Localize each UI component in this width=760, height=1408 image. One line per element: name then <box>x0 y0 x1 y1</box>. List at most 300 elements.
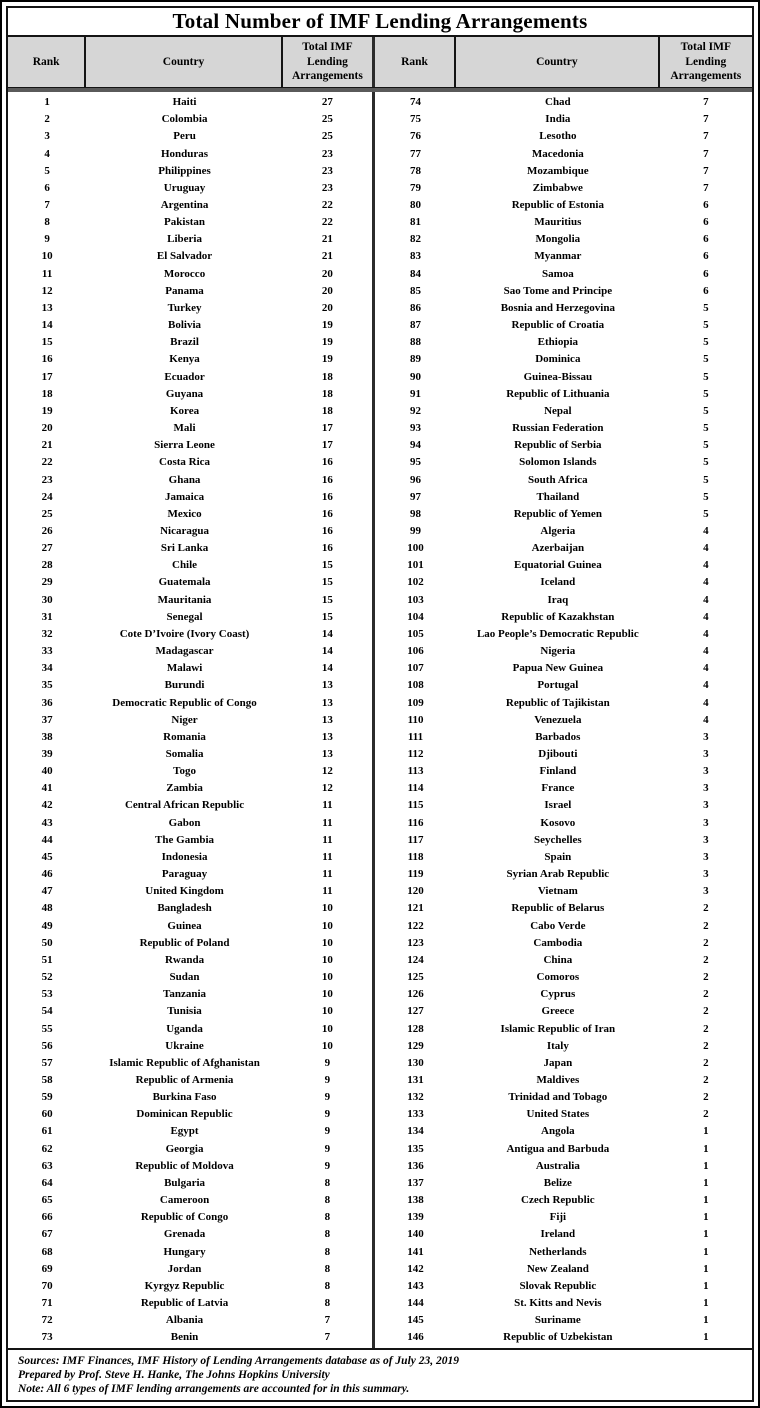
rank-cell: 96 <box>410 473 422 486</box>
total-cell: 4 <box>703 524 709 537</box>
country-cell: Uruguay <box>163 181 206 194</box>
rank-cell: 103 <box>407 593 424 606</box>
total-cell: 8 <box>324 1211 331 1224</box>
country-cell: St. Kitts and Nevis <box>514 1297 602 1310</box>
rank-cell: 72 <box>41 1314 53 1327</box>
table-row <box>8 351 372 368</box>
country-cell: Iceland <box>540 576 576 589</box>
total-cell: 12 <box>321 765 333 778</box>
country-cell: Romania <box>163 730 206 743</box>
rank-cell: 98 <box>410 507 422 520</box>
rank-cell: 99 <box>410 524 422 537</box>
table-row <box>375 1003 752 1020</box>
rank-cell: 54 <box>41 1005 53 1018</box>
rank-cell: 12 <box>41 284 53 297</box>
rank-cell: 43 <box>41 816 53 829</box>
total-cell: 1 <box>703 1314 709 1327</box>
table-row <box>375 111 752 128</box>
table-row <box>375 609 752 626</box>
table-row <box>8 1003 372 1020</box>
rank-cell: 31 <box>41 610 53 623</box>
table-row <box>8 94 372 111</box>
table-row <box>8 797 372 814</box>
table-row <box>8 626 372 643</box>
country-cell: Tanzania <box>163 988 207 1001</box>
total-cell: 16 <box>321 507 333 520</box>
table-header-band <box>8 37 752 88</box>
total-cell: 18 <box>321 387 333 400</box>
table-row <box>375 574 752 591</box>
country-cell: United Kingdom <box>145 885 224 898</box>
rank-cell: 16 <box>41 353 53 366</box>
table-row <box>8 437 372 454</box>
table-row <box>8 918 372 935</box>
country-cell: Republic of Serbia <box>514 439 602 452</box>
total-cell: 11 <box>322 885 333 898</box>
country-cell: Myanmar <box>534 250 582 263</box>
country-cell: The Gambia <box>155 833 215 846</box>
rank-cell: 140 <box>407 1228 424 1241</box>
table-row <box>8 214 372 231</box>
right-table-header <box>375 37 752 87</box>
country-cell: South Africa <box>528 473 588 486</box>
table-row <box>8 369 372 386</box>
country-cell: Republic of Congo <box>140 1211 229 1224</box>
table-row <box>375 334 752 351</box>
total-cell: 2 <box>703 1056 709 1069</box>
rank-cell: 123 <box>407 936 424 949</box>
table-row <box>8 489 372 506</box>
total-cell: 4 <box>703 627 709 640</box>
rank-cell: 35 <box>41 679 53 692</box>
total-cell: 12 <box>321 782 333 795</box>
rank-cell: 69 <box>41 1262 53 1275</box>
rank-cell: 116 <box>407 816 424 829</box>
country-cell: Colombia <box>161 113 208 126</box>
total-cell: 10 <box>321 902 333 915</box>
table-row <box>375 420 752 437</box>
country-cell: Suriname <box>534 1314 581 1327</box>
total-cell: 8 <box>324 1297 331 1310</box>
rank-cell: 114 <box>407 782 424 795</box>
table-row <box>8 1158 372 1175</box>
rank-cell: 77 <box>410 147 422 160</box>
rank-cell: 36 <box>41 696 53 709</box>
total-cell: 1 <box>703 1228 709 1241</box>
country-cell: Republic of Tajikistan <box>505 696 610 709</box>
rank-cell: 132 <box>407 1091 424 1104</box>
rank-cell: 78 <box>410 164 422 177</box>
country-cell: Czech Republic <box>521 1194 595 1207</box>
rank-cell: 113 <box>407 765 424 778</box>
country-cell: Albania <box>165 1314 204 1327</box>
total-cell: 9 <box>324 1142 331 1155</box>
left-header-rank: Rank <box>8 37 86 87</box>
rank-cell: 90 <box>410 370 422 383</box>
table-row <box>375 403 752 420</box>
country-cell: Syrian Arab Republic <box>506 868 610 881</box>
table-row <box>375 1038 752 1055</box>
total-cell: 1 <box>703 1262 709 1275</box>
rank-cell: 2 <box>44 113 50 126</box>
rank-cell: 118 <box>407 850 424 863</box>
country-cell: Senegal <box>166 610 203 623</box>
rank-cell: 83 <box>410 250 422 263</box>
country-cell: Kosovo <box>540 816 576 829</box>
total-cell: 15 <box>321 576 333 589</box>
rank-cell: 104 <box>407 610 424 623</box>
total-cell: 11 <box>322 833 333 846</box>
rank-cell: 50 <box>41 936 53 949</box>
table-row <box>375 248 752 265</box>
table-row <box>375 660 752 677</box>
table-row <box>8 1243 372 1260</box>
rank-cell: 65 <box>41 1194 53 1207</box>
left-header-total: Total IMF Lending Arrangements <box>291 41 363 83</box>
table-row <box>8 1055 372 1072</box>
rank-cell: 79 <box>410 181 422 194</box>
total-cell: 16 <box>321 456 333 469</box>
total-cell: 8 <box>324 1176 331 1189</box>
total-cell: 5 <box>703 507 709 520</box>
table-body-band <box>8 92 752 1348</box>
rank-cell: 141 <box>407 1245 424 1258</box>
country-cell: Burkina Faso <box>152 1091 217 1104</box>
table-row <box>375 797 752 814</box>
table-row <box>375 1295 752 1312</box>
rank-cell: 25 <box>41 507 53 520</box>
country-cell: Antigua and Barbuda <box>506 1142 610 1155</box>
table-row <box>8 334 372 351</box>
country-cell: Honduras <box>161 147 209 160</box>
rank-cell: 109 <box>407 696 424 709</box>
country-cell: Republic of Poland <box>139 936 230 949</box>
country-cell: Pakistan <box>164 216 206 229</box>
total-cell: 18 <box>321 370 333 383</box>
table-row <box>375 1106 752 1123</box>
country-cell: Democratic Republic of Congo <box>112 696 257 709</box>
rank-cell: 70 <box>41 1279 53 1292</box>
table-row <box>375 763 752 780</box>
rank-cell: 67 <box>41 1228 53 1241</box>
country-cell: Thailand <box>536 490 580 503</box>
table-row <box>375 643 752 660</box>
table-row <box>8 832 372 849</box>
country-cell: Finland <box>539 765 577 778</box>
country-cell: Republic of Estonia <box>511 199 604 212</box>
rank-cell: 47 <box>41 885 53 898</box>
total-cell: 9 <box>324 1125 331 1138</box>
country-cell: Zimbabwe <box>532 181 583 194</box>
country-cell: Georgia <box>165 1142 204 1155</box>
total-cell: 23 <box>321 181 333 194</box>
total-cell: 9 <box>324 1091 331 1104</box>
total-cell: 6 <box>703 267 709 280</box>
country-cell: Sao Tome and Principe <box>503 284 613 297</box>
left-table-body <box>8 92 372 1348</box>
rank-cell: 26 <box>41 524 53 537</box>
country-cell: Burundi <box>164 679 205 692</box>
total-cell: 11 <box>322 868 333 881</box>
total-cell: 4 <box>703 593 709 606</box>
table-row <box>375 729 752 746</box>
country-cell: Republic of Kazakhstan <box>501 610 615 623</box>
total-cell: 11 <box>322 850 333 863</box>
table-row <box>8 248 372 265</box>
table-row <box>8 266 372 283</box>
table-row <box>8 969 372 986</box>
country-cell: Kenya <box>169 353 200 366</box>
rank-cell: 59 <box>41 1091 53 1104</box>
rank-cell: 74 <box>410 96 422 109</box>
country-cell: Ukraine <box>165 1039 204 1052</box>
rank-cell: 30 <box>41 593 53 606</box>
country-cell: Ghana <box>168 473 201 486</box>
country-cell: India <box>545 113 571 126</box>
table-row <box>375 317 752 334</box>
total-cell: 1 <box>703 1176 709 1189</box>
table-row <box>8 952 372 969</box>
rank-cell: 20 <box>41 422 53 435</box>
country-cell: Samoa <box>541 267 574 280</box>
country-cell: Italy <box>546 1039 569 1052</box>
total-cell: 2 <box>703 902 709 915</box>
total-cell: 2 <box>703 971 709 984</box>
country-cell: Bolivia <box>168 319 202 332</box>
total-cell: 4 <box>703 713 709 726</box>
country-cell: Dominican Republic <box>136 1108 233 1121</box>
table-row <box>8 1226 372 1243</box>
total-cell: 5 <box>703 301 709 314</box>
total-cell: 20 <box>321 301 333 314</box>
table-row <box>8 403 372 420</box>
table-row <box>375 523 752 540</box>
country-cell: Somalia <box>165 748 204 761</box>
country-cell: Turkey <box>167 301 202 314</box>
rank-cell: 81 <box>410 216 422 229</box>
total-cell: 14 <box>321 627 333 640</box>
rank-cell: 22 <box>41 456 53 469</box>
left-table-header <box>8 37 372 87</box>
country-cell: Solomon Islands <box>519 456 597 469</box>
rank-cell: 130 <box>407 1056 424 1069</box>
total-cell: 13 <box>321 730 333 743</box>
rank-cell: 34 <box>41 662 53 675</box>
table-row <box>375 163 752 180</box>
table-row <box>375 1209 752 1226</box>
rank-cell: 10 <box>41 250 53 263</box>
table-row <box>375 283 752 300</box>
rank-cell: 84 <box>410 267 422 280</box>
rank-cell: 119 <box>407 868 424 881</box>
table-row <box>8 815 372 832</box>
rank-cell: 51 <box>41 953 53 966</box>
table-row <box>8 197 372 214</box>
table-row <box>375 712 752 729</box>
rank-cell: 88 <box>410 336 422 349</box>
country-cell: Kyrgyz Republic <box>144 1279 225 1292</box>
table-sheet <box>6 6 754 1402</box>
total-cell: 25 <box>321 130 333 143</box>
country-cell: Jordan <box>167 1262 202 1275</box>
total-cell: 8 <box>324 1245 331 1258</box>
country-cell: Belize <box>543 1176 572 1189</box>
country-cell: Indonesia <box>161 850 208 863</box>
country-cell: Liberia <box>167 233 202 246</box>
rank-cell: 64 <box>41 1176 53 1189</box>
table-row <box>375 1226 752 1243</box>
total-cell: 11 <box>322 816 333 829</box>
country-cell: Peru <box>173 130 196 143</box>
rank-cell: 44 <box>41 833 53 846</box>
table-row <box>8 574 372 591</box>
table-row <box>375 986 752 1003</box>
country-cell: Cote D’Ivoire (Ivory Coast) <box>119 627 250 640</box>
rank-cell: 129 <box>407 1039 424 1052</box>
total-cell: 18 <box>321 404 333 417</box>
country-cell: Papua New Guinea <box>512 662 604 675</box>
total-cell: 7 <box>324 1331 331 1344</box>
rank-cell: 33 <box>41 645 53 658</box>
table-row <box>8 986 372 1003</box>
total-cell: 9 <box>324 1073 331 1086</box>
rank-cell: 73 <box>41 1331 53 1344</box>
table-row <box>8 849 372 866</box>
rank-cell: 61 <box>41 1125 53 1138</box>
total-cell: 2 <box>703 936 709 949</box>
table-row <box>8 317 372 334</box>
rank-cell: 92 <box>410 404 422 417</box>
country-cell: Republic of Yemen <box>513 507 602 520</box>
country-cell: Australia <box>535 1159 580 1172</box>
total-cell: 1 <box>703 1159 709 1172</box>
total-cell: 17 <box>321 422 333 435</box>
total-cell: 4 <box>703 542 709 555</box>
country-cell: Madagascar <box>155 645 214 658</box>
country-cell: Zambia <box>166 782 203 795</box>
rank-cell: 94 <box>410 439 422 452</box>
country-cell: Vietnam <box>537 885 578 898</box>
rank-cell: 13 <box>41 301 53 314</box>
country-cell: Mauritius <box>534 216 582 229</box>
total-cell: 10 <box>321 936 333 949</box>
table-row <box>8 729 372 746</box>
country-cell: Lesotho <box>539 130 577 143</box>
table-row <box>375 1141 752 1158</box>
total-cell: 2 <box>703 1073 709 1086</box>
table-row <box>8 1278 372 1295</box>
rank-cell: 48 <box>41 902 53 915</box>
country-cell: Ethiopia <box>537 336 579 349</box>
country-cell: France <box>541 782 575 795</box>
country-cell: Trinidad and Tobago <box>508 1091 608 1104</box>
table-row <box>8 643 372 660</box>
total-cell: 13 <box>321 748 333 761</box>
country-cell: Cameroon <box>159 1194 210 1207</box>
country-cell: Mali <box>173 422 196 435</box>
footer-sources: Sources: IMF Finances, IMF History of Lending Arrangements database as of July 23, 2019 <box>18 1355 459 1367</box>
table-row <box>375 1329 752 1346</box>
table-row <box>375 197 752 214</box>
country-cell: Israel <box>544 799 572 812</box>
footer-note: Note: All 6 types of IMF lending arrangements are accounted for in this summary. <box>18 1383 410 1395</box>
left-header-country: Country <box>86 37 283 87</box>
total-cell: 20 <box>321 284 333 297</box>
rank-cell: 57 <box>41 1056 53 1069</box>
total-cell: 8 <box>324 1279 331 1292</box>
country-cell: Grenada <box>163 1228 206 1241</box>
country-cell: Haiti <box>172 96 197 109</box>
country-cell: Angola <box>541 1125 575 1138</box>
total-cell: 1 <box>703 1331 709 1344</box>
table-row <box>375 849 752 866</box>
total-cell: 23 <box>321 164 333 177</box>
country-cell: Republic of Moldova <box>135 1159 234 1172</box>
total-cell: 15 <box>321 593 333 606</box>
rank-cell: 135 <box>407 1142 424 1155</box>
total-cell: 2 <box>703 1039 709 1052</box>
total-cell: 16 <box>321 473 333 486</box>
total-cell: 13 <box>321 679 333 692</box>
total-cell: 3 <box>703 850 709 863</box>
rank-cell: 85 <box>410 284 422 297</box>
rank-cell: 80 <box>410 199 422 212</box>
total-cell: 2 <box>703 1022 709 1035</box>
table-row <box>375 489 752 506</box>
total-cell: 22 <box>321 216 333 229</box>
country-cell: Sri Lanka <box>160 542 209 555</box>
table-row <box>375 506 752 523</box>
rank-cell: 100 <box>407 542 424 555</box>
table-row <box>375 1158 752 1175</box>
total-cell: 15 <box>321 610 333 623</box>
rank-cell: 71 <box>41 1297 53 1310</box>
total-cell: 21 <box>321 250 333 263</box>
country-cell: Chad <box>545 96 571 109</box>
total-cell: 16 <box>321 524 333 537</box>
country-cell: Netherlands <box>529 1245 587 1258</box>
total-cell: 7 <box>703 113 709 126</box>
right-table-body <box>375 92 752 1348</box>
table-row <box>8 763 372 780</box>
country-cell: Portugal <box>537 679 579 692</box>
total-cell: 4 <box>703 559 709 572</box>
table-row <box>375 128 752 145</box>
country-cell: Panama <box>165 284 204 297</box>
country-cell: Bosnia and Herzegovina <box>500 301 615 314</box>
rank-cell: 40 <box>41 765 53 778</box>
total-cell: 7 <box>703 130 709 143</box>
table-row <box>375 145 752 162</box>
country-cell: Spain <box>544 850 572 863</box>
country-cell: Macedonia <box>531 147 584 160</box>
country-cell: Uganda <box>166 1022 203 1035</box>
country-cell: Barbados <box>535 730 581 743</box>
total-cell: 7 <box>703 147 709 160</box>
country-cell: Chile <box>172 559 198 572</box>
rank-cell: 120 <box>407 885 424 898</box>
total-cell: 10 <box>321 953 333 966</box>
rank-cell: 19 <box>41 404 53 417</box>
rank-cell: 63 <box>41 1159 53 1172</box>
country-cell: Korea <box>169 404 200 417</box>
country-cell: Iraq <box>547 593 569 606</box>
rank-cell: 23 <box>41 473 53 486</box>
total-cell: 5 <box>703 404 709 417</box>
rank-cell: 145 <box>407 1314 424 1327</box>
total-cell: 10 <box>321 919 333 932</box>
total-cell: 2 <box>703 1108 709 1121</box>
